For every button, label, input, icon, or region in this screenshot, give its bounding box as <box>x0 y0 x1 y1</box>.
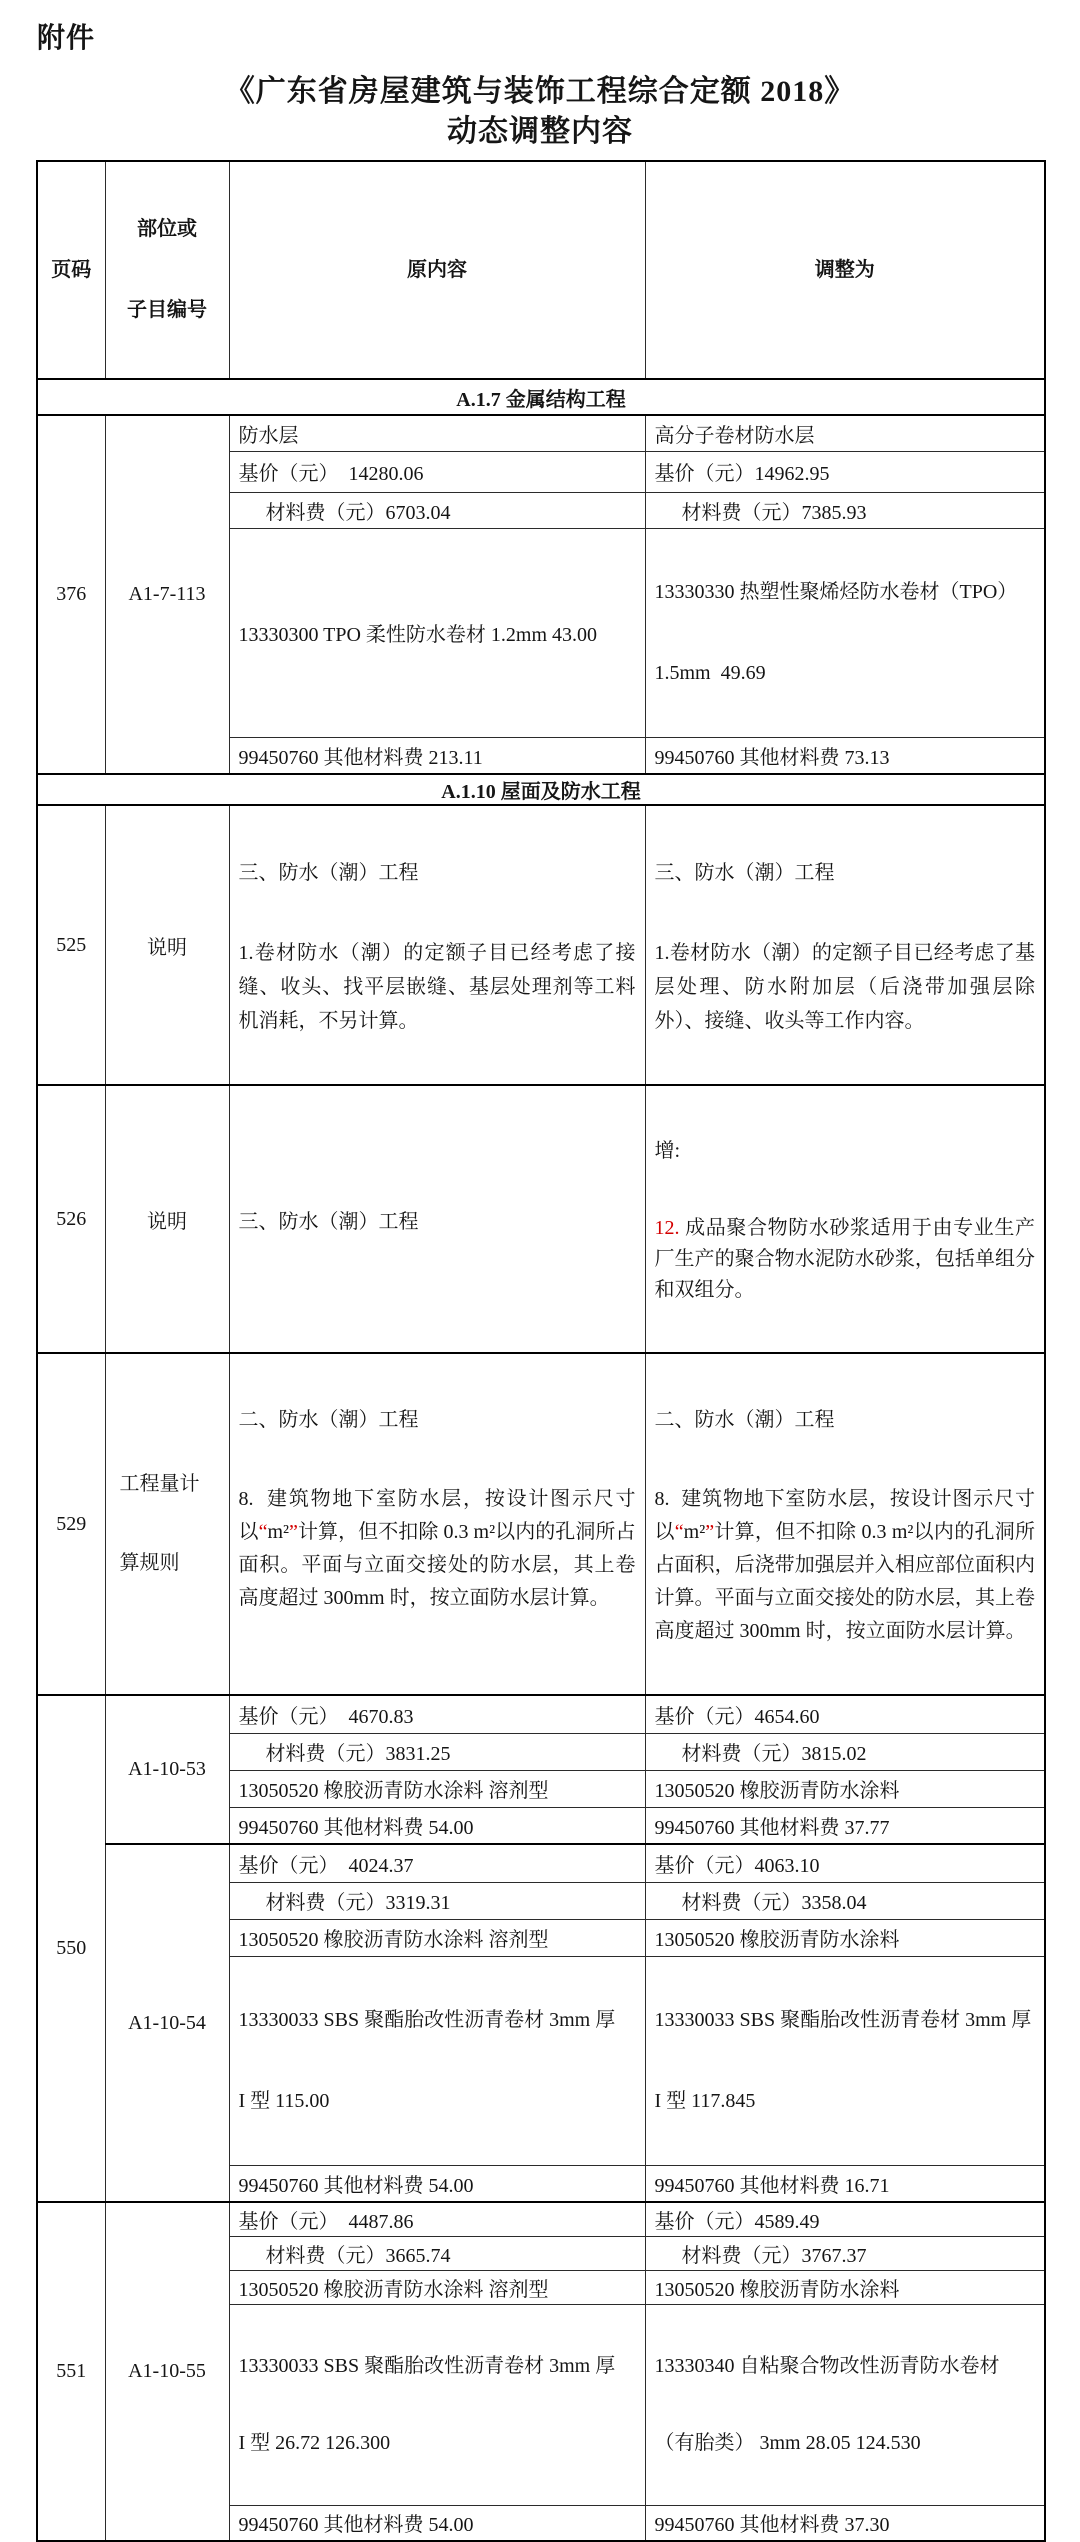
cell-54-r4-adj: 99450760 其他材料费 16.71 <box>645 2165 1045 2202</box>
adj-line: 13330340 自粘聚合物改性沥青防水卷材 <box>654 2354 1000 2377</box>
header-adjusted: 调整为 <box>645 161 1045 379</box>
cell-376-code: A1-7-113 <box>105 415 229 774</box>
orig-line: 二、防水（潮）工程 <box>238 1409 419 1431</box>
table-row <box>37 805 1045 1085</box>
cell-376-r0-orig: 防水层 <box>229 415 645 451</box>
cell-55-r0-adj: 基价（元）4589.49 <box>645 2202 1045 2236</box>
cell-550-code-54: A1-10-54 <box>105 1844 229 2202</box>
red-quote-close: ” <box>705 1521 715 1543</box>
adj-paragraph <box>655 1213 1036 1306</box>
cell-54-r3-adj <box>645 1956 1045 2165</box>
cell-53-r2-orig: 13050520 橡胶沥青防水涂料 溶剂型 <box>229 1770 645 1807</box>
cell-54-r2-orig: 13050520 橡胶沥青防水涂料 溶剂型 <box>229 1919 645 1956</box>
section-title-a110: A.1.10 屋面及防水工程 <box>37 774 1045 805</box>
cell-529-page: 529 <box>37 1353 105 1695</box>
cell-55-r1-adj: 材料费（元）3767.37 <box>645 2236 1045 2270</box>
cell-54-r2-adj: 13050520 橡胶沥青防水涂料 <box>645 1919 1045 1956</box>
table-row <box>37 415 1045 451</box>
title-line1: 《广东省房屋建筑与装饰工程综合定额 2018》 <box>224 75 856 108</box>
adj-paragraph: 1.卷材防水（潮）的定额子目已经考虑了基层处理、防水附加层（后浇带加强层除外）、接缝、收头等工作内容。 <box>654 942 1035 1032</box>
adj-line: 13330033 SBS 聚酯胎改性沥青卷材 3mm 厚 <box>654 2008 1032 2031</box>
label-line: 工程量计 <box>119 1473 200 1495</box>
cell-376-r2-orig: 材料费（元）6703.04 <box>229 492 645 528</box>
cell-529-adj <box>645 1353 1045 1695</box>
cell-53-r1-orig: 材料费（元）3831.25 <box>229 1733 645 1770</box>
title-line2: 动态调整内容 <box>447 115 633 148</box>
cell-525-adj <box>645 805 1045 1085</box>
red-item-number: 12. <box>654 1217 680 1239</box>
cell-525-orig <box>229 805 645 1085</box>
cell-550-page: 550 <box>37 1695 105 2202</box>
cell-376-r4-orig: 99450760 其他材料费 213.11 <box>229 737 645 774</box>
cell-526-page: 526 <box>37 1085 105 1353</box>
table-row <box>37 1695 1045 1733</box>
adjustment-table <box>36 160 1046 2542</box>
orig-line: I 型 26.72 126.300 <box>238 2431 391 2454</box>
label-line: 算规则 <box>119 1552 180 1574</box>
cell-55-r0-orig: 基价（元） 4487.86 <box>229 2202 645 2236</box>
cell-376-r3-orig: 13330300 TPO 柔性防水卷材 1.2mm 43.00 <box>229 528 645 737</box>
cell-53-r0-orig: 基价（元） 4670.83 <box>229 1695 645 1733</box>
cell-525-label: 说明 <box>105 805 229 1085</box>
cell-376-r4-adj: 99450760 其他材料费 73.13 <box>645 737 1045 774</box>
attachment-label: 附件 <box>37 23 96 54</box>
red-quote-close: ” <box>289 1521 298 1543</box>
cell-526-label: 说明 <box>105 1085 229 1353</box>
cell-55-r3-adj <box>645 2304 1045 2505</box>
table-row <box>37 1353 1045 1695</box>
cell-54-r0-adj: 基价（元）4063.10 <box>645 1844 1045 1882</box>
adj-paragraph <box>655 1483 1036 1648</box>
cell-376-r0-adj: 高分子卷材防水层 <box>645 415 1045 451</box>
unit-m2: m² <box>683 1521 706 1543</box>
cell-53-r3-orig: 99450760 其他材料费 54.00 <box>229 1807 645 1844</box>
cell-551-page: 551 <box>37 2202 105 2541</box>
cell-55-r4-adj: 99450760 其他材料费 37.30 <box>645 2505 1045 2541</box>
cell-376-r2-adj: 材料费（元）7385.93 <box>645 492 1045 528</box>
adj-line-add: 增: <box>654 1140 681 1162</box>
table-header-row <box>37 161 1045 379</box>
header-part-line1: 部位或 <box>137 218 197 240</box>
table-row <box>37 2202 1045 2236</box>
table-row <box>37 1085 1045 1353</box>
adj-text: 成品聚合物防水砂浆适用于由专业生产厂生产的聚合物水泥防水砂浆，包括单组分和双组分。 <box>654 1217 1035 1301</box>
cell-54-r1-orig: 材料费（元）3319.31 <box>229 1882 645 1919</box>
cell-525-page: 525 <box>37 805 105 1085</box>
cell-55-r4-orig: 99450760 其他材料费 54.00 <box>229 2505 645 2541</box>
red-quote-open: “ <box>258 1521 268 1543</box>
section-row-a110 <box>37 774 1045 805</box>
cell-53-r1-adj: 材料费（元）3815.02 <box>645 1733 1045 1770</box>
header-original: 原内容 <box>229 161 645 379</box>
cell-550-code-53: A1-10-53 <box>105 1695 229 1844</box>
header-part-line2: 子目编号 <box>127 299 207 321</box>
cell-53-r0-adj: 基价（元）4654.60 <box>645 1695 1045 1733</box>
cell-54-r1-adj: 材料费（元）3358.04 <box>645 1882 1045 1919</box>
orig-line: I 型 115.00 <box>238 2089 330 2112</box>
orig-text: 8. 建筑物地下室防水层，按设计图示尺寸以 <box>238 1488 636 1543</box>
cell-529-label <box>105 1353 229 1695</box>
orig-paragraph <box>239 1483 636 1615</box>
cell-376-page: 376 <box>37 415 105 774</box>
cell-53-r2-adj: 13050520 橡胶沥青防水涂料 <box>645 1770 1045 1807</box>
cell-55-r2-adj: 13050520 橡胶沥青防水涂料 <box>645 2270 1045 2304</box>
cell-376-r3-adj <box>645 528 1045 737</box>
adj-line: I 型 117.845 <box>654 2089 756 2112</box>
document-title <box>0 72 1080 152</box>
adj-line: （有胎类） 3mm 28.05 124.530 <box>654 2431 921 2454</box>
adj-text: 8. 建筑物地下室防水层，按设计图示尺寸以 <box>654 1488 1035 1543</box>
cell-376-r1-adj: 基价（元）14962.95 <box>645 451 1045 492</box>
adj-line: 二、防水（潮）工程 <box>654 1409 835 1431</box>
section-title-a17: A.1.7 金属结构工程 <box>37 379 1045 415</box>
red-quote-open: “ <box>674 1521 684 1543</box>
cell-55-r2-orig: 13050520 橡胶沥青防水涂料 溶剂型 <box>229 2270 645 2304</box>
cell-55-r1-orig: 材料费（元）3665.74 <box>229 2236 645 2270</box>
header-part-code <box>105 161 229 379</box>
cell-54-r0-orig: 基价（元） 4024.37 <box>229 1844 645 1882</box>
table-row <box>37 1844 1045 1882</box>
cell-376-r1-orig: 基价（元） 14280.06 <box>229 451 645 492</box>
cell-53-r3-adj: 99450760 其他材料费 37.77 <box>645 1807 1045 1844</box>
section-row-a17 <box>37 379 1045 415</box>
cell-551-code: A1-10-55 <box>105 2202 229 2541</box>
adj-line: 13330330 热塑性聚烯烃防水卷材（TPO） <box>654 580 1018 603</box>
orig-paragraph: 1.卷材防水（潮）的定额子目已经考虑了接缝、收头、找平层嵌缝、基层处理剂等工料机消耗，不另计算。 <box>238 942 636 1032</box>
adj-line: 1.5mm 49.69 <box>654 661 766 684</box>
cell-526-adj <box>645 1085 1045 1353</box>
header-page: 页码 <box>37 161 105 379</box>
adj-text: 计算，但不扣除 0.3 m²以内的孔洞所占面积，后浇带加强层并入相应部位面积内计算。平面与立面交接处的防水层，其上卷高度超过 300mm 时，按立面防水层计算。 <box>654 1521 1036 1642</box>
adj-line: 三、防水（潮）工程 <box>654 862 835 884</box>
cell-54-r4-orig: 99450760 其他材料费 54.00 <box>229 2165 645 2202</box>
orig-text: 计算，但不扣除 0.3 m²以内的孔洞所占面积。平面与立面交接处的防水层，其上卷高度超过 300mm 时，按立面防水层计算。 <box>238 1521 636 1609</box>
orig-line: 三、防水（潮）工程 <box>238 862 419 884</box>
orig-line: 13330033 SBS 聚酯胎改性沥青卷材 3mm 厚 <box>238 2008 616 2031</box>
unit-m2: m² <box>267 1521 290 1543</box>
cell-54-r3-orig <box>229 1956 645 2165</box>
cell-529-orig <box>229 1353 645 1695</box>
orig-line: 13330033 SBS 聚酯胎改性沥青卷材 3mm 厚 <box>238 2354 616 2377</box>
cell-55-r3-orig <box>229 2304 645 2505</box>
cell-526-orig: 三、防水（潮）工程 <box>229 1085 645 1353</box>
